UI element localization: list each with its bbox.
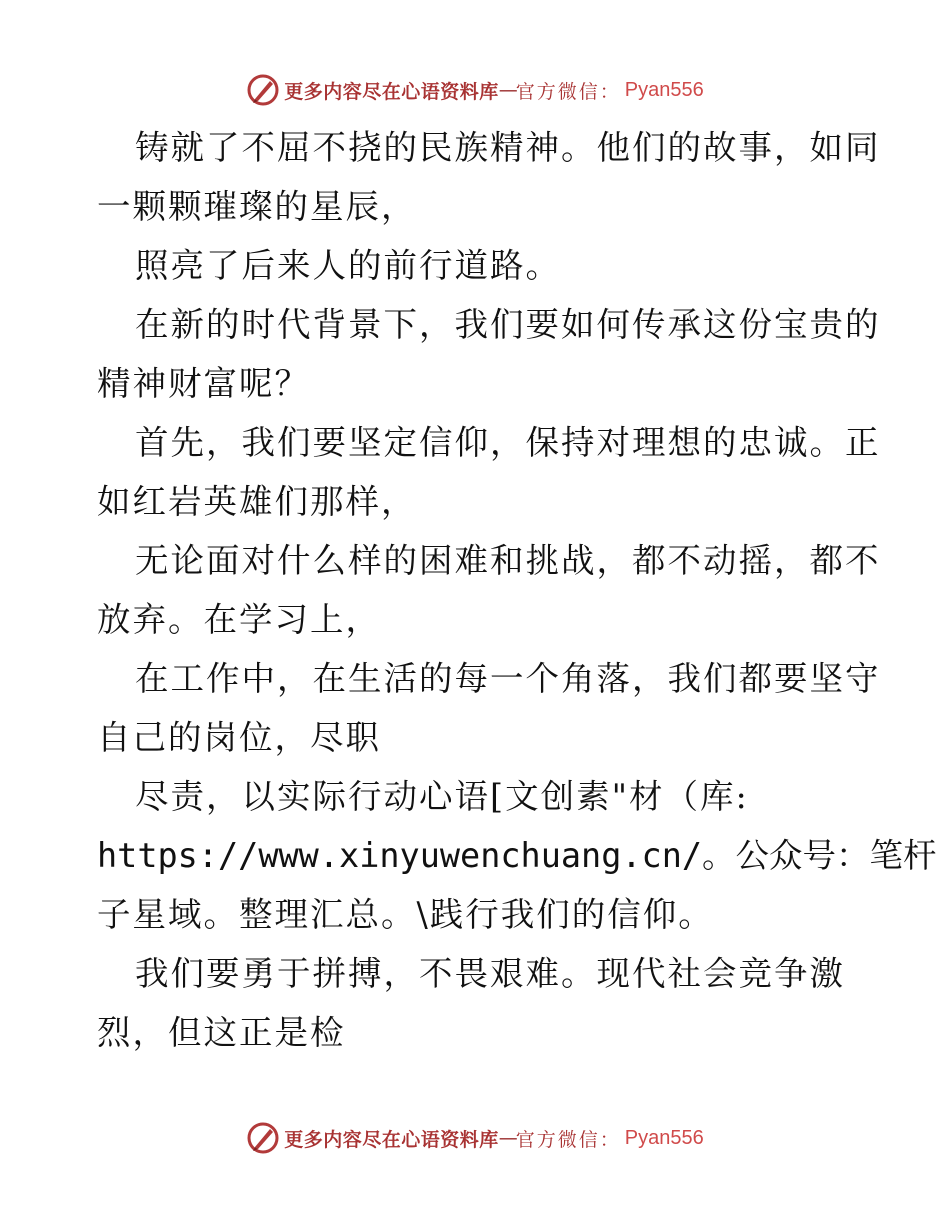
document-body: [97, 118, 937, 1062]
text-line: 照亮了后来人的前行道路。: [135, 246, 561, 285]
footer-watermark-banner: [0, 1118, 950, 1158]
text-line: 我们要勇于拼搏，不畏艰难。现代社会竞争激: [135, 954, 845, 993]
text-line: 在新的时代背景下，我们要如何传承这份宝贵的: [135, 305, 881, 344]
header-watermark-banner: [0, 70, 950, 110]
banner-separator: —: [498, 1127, 516, 1149]
quill-logo-icon: [246, 1121, 280, 1155]
banner-separator: —: [498, 79, 516, 101]
text-line-url: https://www.xinyuwenchuang.cn/。公众号：笔杆: [97, 836, 937, 875]
text-line: 铸就了不屈不挠的民族精神。他们的故事，如同: [135, 128, 881, 167]
text-line: 自己的岗位，尽职: [97, 718, 381, 757]
text-line: 尽责，以实际行动心语[文创素"材（库:: [135, 777, 749, 816]
text-line: 放弃。在学习上，: [97, 600, 381, 639]
banner-wechat-id: Pyan556: [624, 78, 704, 101]
text-line: 一颗颗璀璨的星辰，: [97, 187, 417, 226]
text-line: 在工作中，在生活的每一个角落，我们都要坚守: [135, 659, 881, 698]
banner-main-text: 更多内容尽在心语资料库: [284, 80, 499, 103]
text-line: 如红岩英雄们那样，: [97, 482, 417, 521]
text-line: 精神财富呢？: [97, 364, 310, 403]
banner-label: 官方微信：: [515, 80, 621, 103]
text-line: 首先，我们要坚定信仰，保持对理想的忠诚。正: [135, 423, 881, 462]
quill-logo-icon: [246, 73, 280, 107]
text-line: 子星域。整理汇总。\践行我们的信仰。: [97, 895, 714, 934]
banner-label: 官方微信：: [515, 1128, 621, 1151]
banner-wechat-id: Pyan556: [624, 1126, 704, 1149]
banner-main-text: 更多内容尽在心语资料库: [284, 1128, 499, 1151]
text-line: 无论面对什么样的困难和挑战，都不动摇，都不: [135, 541, 881, 580]
text-line: 烈，但这正是检: [97, 1013, 346, 1052]
